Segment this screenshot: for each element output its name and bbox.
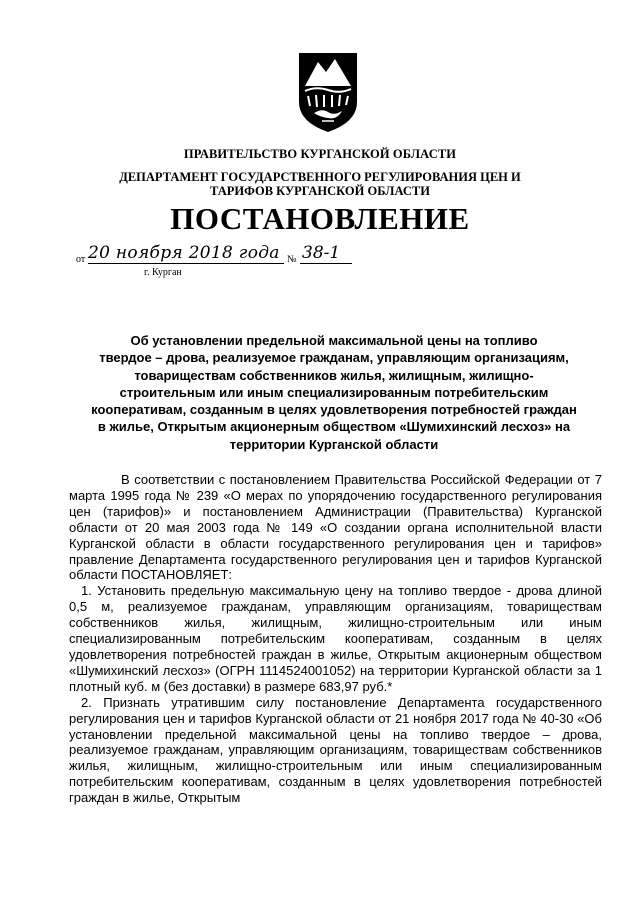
city: г. Курган xyxy=(144,267,182,278)
date-underline xyxy=(88,263,284,264)
number-underline xyxy=(300,263,352,264)
number-label: № xyxy=(287,254,297,265)
subject-line: товариществам собственников жилья, жилищным, жилищно- xyxy=(134,367,534,383)
government-name: ПРАВИТЕЛЬСТВО КУРГАНСКОЙ ОБЛАСТИ xyxy=(183,147,457,161)
item-1-paragraph: 1. Установить предельную максимальную цену на топливо твердое - дрова длиной 0,5 м, реализуемое гражданам, управляющим организациям, товариществам собственников жилья, жилищным, жилищно-строительным или иным специализированным потребительским кооперативам, созданным в целях удовлетворения потребностей граждан в жилье, Открытым акционерным обществом «Шумихинский лесхоз» (ОГРН 1114524001052) на территории Курганской области за 1 плотный куб. м (без доставки) в размере 683,97 руб.* xyxy=(69,583,602,694)
handwritten-date: 20 ноября 2018 года xyxy=(88,243,280,263)
subject-line: Об установлении предельной максимальной цены на топливо xyxy=(130,333,538,348)
subject-line: твердое – дрова, реализуемое гражданам, управляющим организациям, xyxy=(99,350,569,366)
item-2-paragraph: 2. Признать утратившим силу постановление Департамента государственного регулирования цен и тарифов Курганской области от 21 ноября 2017 года № 40-30 «Об установлении предельной максимальной цены на топливо твердое – дрова, реализуемое гражданам, управляющим организациям, товариществам собственников жилья, жилищным, жилищно-строительным или иным специализированным потребительским кооперативам, созданным в целях удовлетворения потребностей граждан в жилье, Открытым xyxy=(69,694,602,806)
handwritten-number: 38-1 xyxy=(302,243,341,263)
subject-line: территории Курганской области xyxy=(229,436,439,452)
date-line xyxy=(76,245,356,269)
subject-line: кооперативам, созданным в целях удовлетворения потребностей граждан xyxy=(91,402,577,418)
subject-heading xyxy=(60,332,608,453)
document-type-title: ПОСТАНОВЛЕНИЕ xyxy=(170,201,470,236)
subject-line: в жилье, Открытым акционерным обществом «Шумихинский лесхоз» на xyxy=(97,419,571,435)
coat-of-arms-emblem xyxy=(296,50,360,134)
preamble-paragraph: В соответствии с постановлением Правительства Российской Федерации от 7 марта 1995 года № 239 «О мерах по упорядочению государственного регулирования цен (тарифов)» и постановлением Администрации (Правительства) Курганской области от 20 мая 2003 года № 149 «О создании органа исполнительной власти Курганской области в области государственного регулирования цен и тарифов» правление Департамента государственного регулирования цен и тарифов Курганской области ПОСТАНОВЛЯЕТ: xyxy=(69,472,602,583)
subject-line: строительным или иным специализированным потребительским xyxy=(119,384,549,400)
document-body xyxy=(69,472,602,806)
date-prefix: от xyxy=(76,254,86,265)
department-name: ДЕПАРТАМЕНТ ГОСУДАРСТВЕННОГО РЕГУЛИРОВАНИЯ ЦЕН И ТАРИФОВ КУРГАНСКОЙ ОБЛАСТИ xyxy=(119,170,521,198)
